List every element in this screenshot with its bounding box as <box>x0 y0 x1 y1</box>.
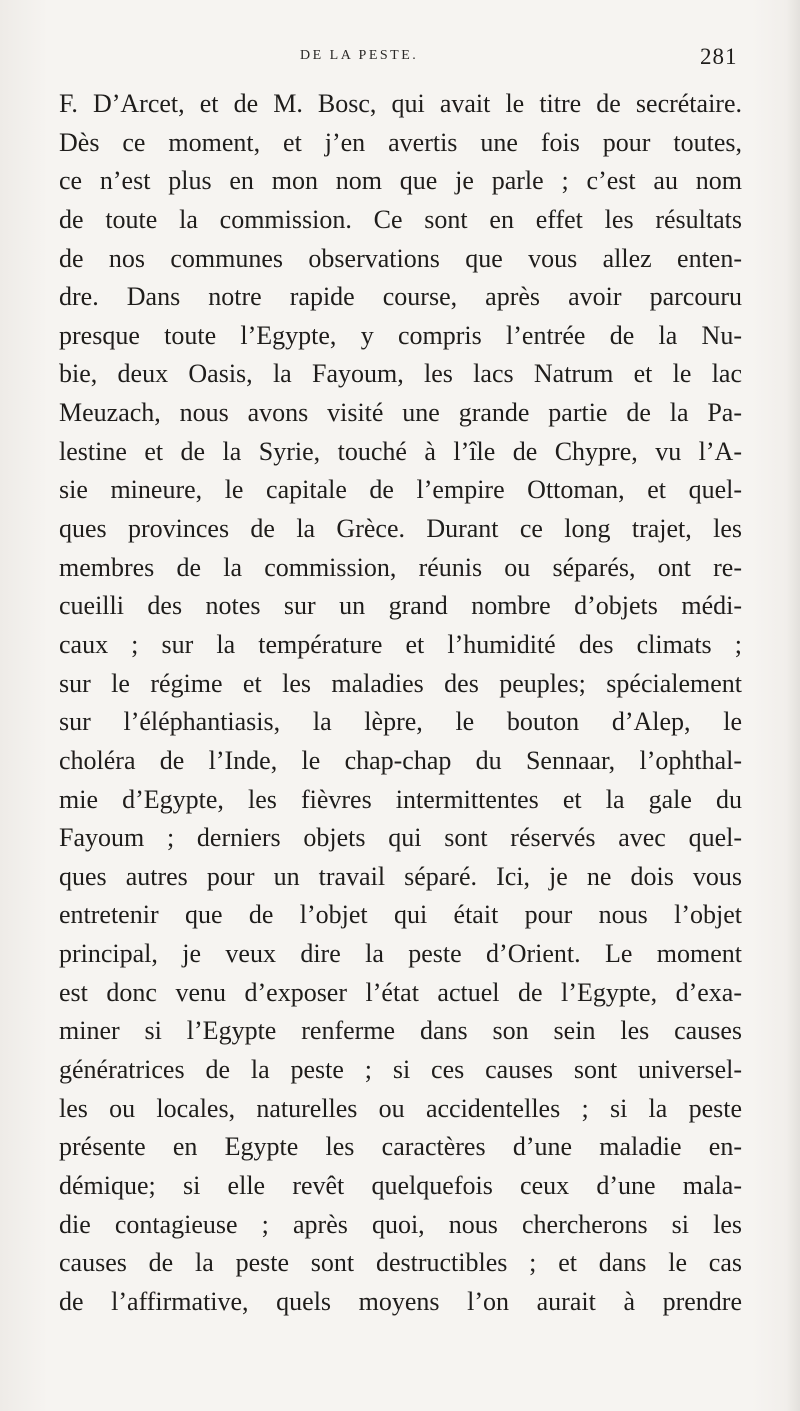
text-line: dre. Dans notre rapide course, après avoir parcouru <box>59 282 742 312</box>
text-line: Meuzach, nous avons visité une grande partie de la Pa- <box>59 398 742 428</box>
text-line: ques provinces de la Grèce. Durant ce long trajet, les <box>59 514 742 544</box>
body-text <box>59 85 742 1322</box>
running-title: DE LA PESTE. <box>300 48 419 63</box>
text-line: sur le régime et les maladies des peuples; spécialement <box>59 668 742 698</box>
text-line: causes de la peste sont destructibles ; et dans le cas <box>59 1248 742 1278</box>
text-line: caux ; sur la température et l’humidité des climats ; <box>59 629 742 659</box>
text-line: F. D’Arcet, et de M. Bosc, qui avait le titre de secrétaire. <box>59 89 742 118</box>
text-line: bie, deux Oasis, la Fayoum, les lacs Natrum et le lac <box>59 359 742 389</box>
text-line: de toute la commission. Ce sont en effet les résultats <box>59 204 742 234</box>
text-line: miner si l’Egypte renferme dans son sein les causes <box>59 1016 742 1046</box>
running-head <box>0 44 800 78</box>
page-number: 281 <box>700 44 738 69</box>
text-line: cueilli des notes sur un grand nombre d’objets médi- <box>59 591 742 621</box>
text-line: ce n’est plus en mon nom que je parle ; c’est au nom <box>59 166 742 196</box>
text-line: génératrices de la peste ; si ces causes sont universel- <box>59 1055 742 1085</box>
text-line: de nos communes observations que vous allez enten- <box>59 243 742 273</box>
text-line: Dès ce moment, et j’en avertis une fois pour toutes, <box>59 127 742 157</box>
text-line: présente en Egypte les caractères d’une maladie en- <box>59 1132 742 1162</box>
text-line: presque toute l’Egypte, y compris l’entrée de la Nu- <box>59 320 742 350</box>
text-line: est donc venu d’exposer l’état actuel de l’Egypte, d’exa- <box>59 977 742 1007</box>
text-line: démique; si elle revêt quelquefois ceux d’une mala- <box>59 1170 742 1200</box>
text-line: entretenir que de l’objet qui était pour nous l’objet <box>59 900 742 930</box>
text-line: membres de la commission, réunis ou séparés, ont re- <box>59 552 742 582</box>
text-line: sur l’éléphantiasis, la lèpre, le bouton d’Alep, le <box>59 707 742 737</box>
text-line: die contagieuse ; après quoi, nous chercherons si les <box>59 1209 742 1239</box>
text-line: sie mineure, le capitale de l’empire Ottoman, et quel- <box>59 475 742 505</box>
text-line: Fayoum ; derniers objets qui sont réservés avec quel- <box>59 823 742 853</box>
text-line: lestine et de la Syrie, touché à l’île de Chypre, vu l’A- <box>59 436 742 466</box>
text-line: ques autres pour un travail séparé. Ici, je ne dois vous <box>59 861 742 891</box>
text-line: les ou locales, naturelles ou accidentelles ; si la peste <box>59 1093 742 1123</box>
page-edge-shadow <box>786 0 800 1411</box>
text-line: mie d’Egypte, les fièvres intermittentes et la gale du <box>59 784 742 814</box>
text-line: choléra de l’Inde, le chap-chap du Sennaar, l’ophthal- <box>59 745 742 775</box>
text-line: principal, je veux dire la peste d’Orient. Le moment <box>59 939 742 969</box>
text-line: de l’affirmative, quels moyens l’on aurait à prendre <box>59 1286 742 1316</box>
